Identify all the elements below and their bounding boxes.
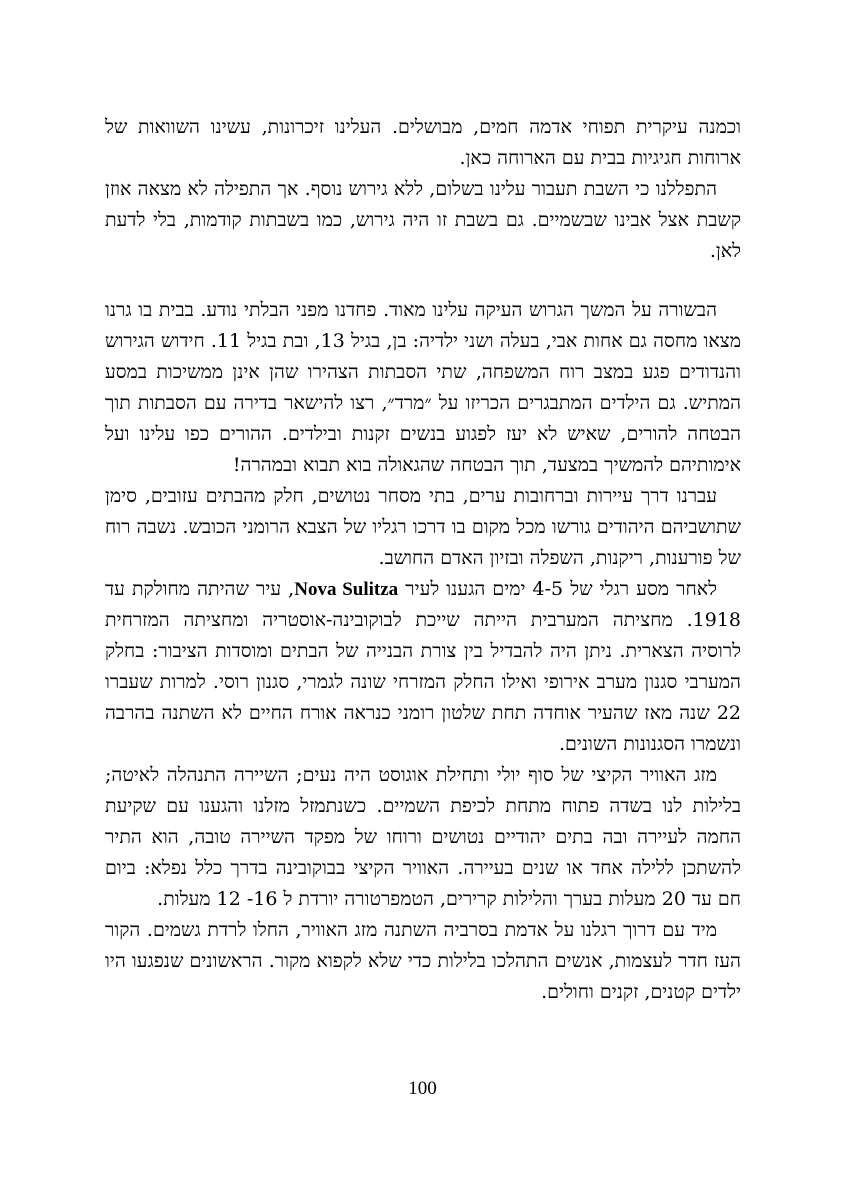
paragraph-6: מזג האוויר הקיצי של סוף יולי ותחילת אוגוסט היה נעים; השיירה התנהלה לאיטה; בלילות לנו בשדה פתוח מתחת לכיפת השמיים. כשנתמזל מזלנו והגענו עם שקיעת החמה לעיירה ובה בתים יהודיים נטושים ורוחו של מפקד השיירה טובה, הוא התיר להשתכן ללילה אחד או שנים בעיירה. האוויר הקיצי בבוקובינה בדרך כלל נפלא: ביום חם עד 20 מעלות בערך והלילות קרירים, הטמפרטורה יורדת ל 16- 12 מעלות. [105, 764, 741, 910]
paragraph-2: התפללנו כי השבת תעבור עלינו בשלום, ללא גירוש נוסף. אך התפילה לא מצאה אוזן קשבת אצל אבינו שבשמיים. גם בשבת זו היה גירוש, כמו בשבתות קודמות, בלי לדעת לאן. [105, 178, 741, 262]
paragraph-5 [105, 574, 741, 760]
place-name: Nova Sulitza [294, 579, 399, 600]
body-text [105, 112, 741, 1008]
page-number: 100 [408, 1078, 437, 1099]
paragraph-3: הבשורה על המשך הגרוש העיקה עלינו מאוד. פחדנו מפני הבלתי נודע. בבית בו גרנו מצאו מחסה גם אחות אבי, בעלה ושני ילדיה: בן, בגיל 13, ובת בגיל 11. חידוש הגירוש והנדודים פגע במצב רוח המשפחה, שתי הסבתות הצהירו שהן אינן ממשיכות במסע המתיש. גם הילדים המתבגרים הכריזו על ״מרד״, רצו להישאר בדירה עם הסבתות תוך הבטחה להורים, שאיש לא יעז לפגוע בנשים זקנות ובילדים. ההורים כפו עלינו ועל אימותיהם להמשיך במצעד, תוך הבטחה שהגאולה בוא תבוא ובמהרה! [105, 299, 742, 476]
paragraph-5-after: , עיר שהיתה מחולקת עד 1918. מחציתה המערבית הייתה שייכת לבוקובינה-אוסטריה ומחציתה המזרחית לרוסיה הצארית. ניתן היה להבדיל בין צורת הבנייה של הבתים ומוסדות הציבור: בחלק המערבי סגנון מערב אירופי ואילו החלק המזרחי שונה לגמרי, סגנון רוסי. למרות שעברו 22 שנה מאז שהעיר אוחדה תחת שלטון רומני כנראה אורח החיים לא השתנה בהרבה ונשמרו הסגנונות השונים. [105, 578, 741, 755]
paragraph-5-before: לאחר מסע רגלי של 4-5 ימים הגענו לעיר [398, 578, 717, 600]
paragraph-7: מיד עם דרוך רגלנו על אדמת בסרביה השתנה מזג האוויר, החלו לרדת גשמים. הקור העז חדר לעצמות, אנשים התהלכו בלילות כדי שלא לקפוא מקור. הראשונים שנפגעו היו ילדים קטנים, זקנים וחולים. [105, 919, 741, 1003]
paragraph-1: וכמנה עיקרית תפוחי אדמה חמים, מבושלים. העלינו זיכרונות, עשינו השוואות של ארוחות חגיגיות בבית עם הארוחה כאן. [105, 116, 741, 169]
paragraph-4: עברנו דרך עיירות וברחובות ערים, בתי מסחר נטושים, חלק מהבתים עזובים, סימן שתושביהם היהודים גורשו מכל מקום בו דרכו רגליו של הצבא הרומני הכובש. נשבה רוח של פורענות, ריקנות, השפלה ובזיון האדם החושב. [105, 485, 741, 569]
